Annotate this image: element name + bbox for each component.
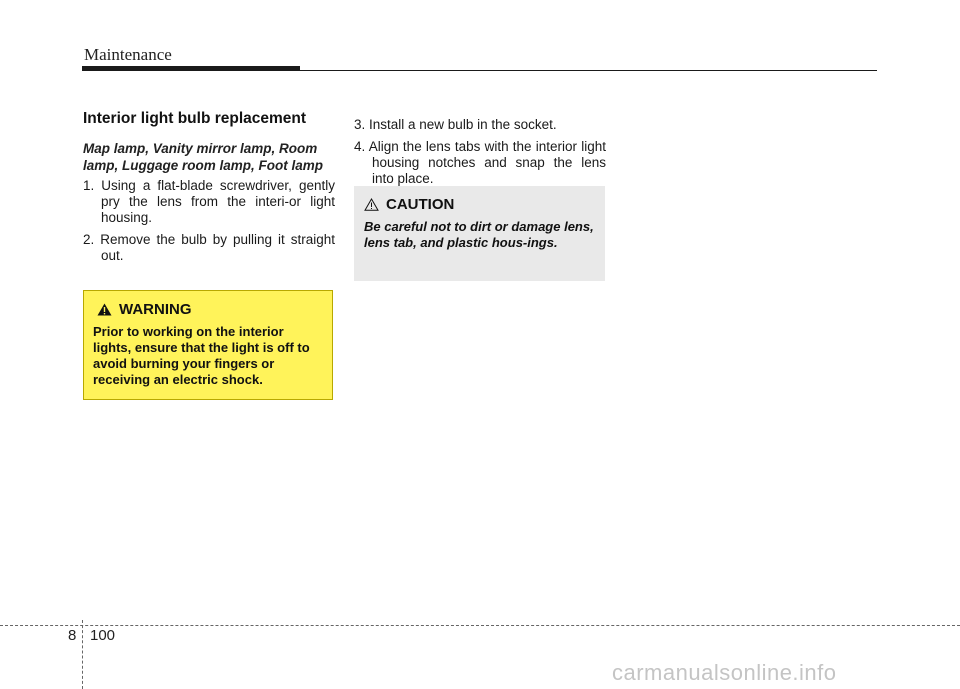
page-header-title: Maintenance — [84, 45, 172, 64]
footer-dashed-divider — [82, 620, 83, 689]
step-1: 1. Using a flat-blade screwdriver, gently pry the lens from the interi-or light housing. — [83, 178, 335, 225]
caution-title — [364, 196, 595, 213]
step-4: 4. Align the lens tabs with the interior light housing notches and snap the lens into place. — [354, 139, 606, 186]
section-heading: Interior light bulb replacement — [83, 110, 307, 127]
left-column — [83, 110, 335, 270]
warning-title — [93, 301, 323, 318]
lamp-list-subheading: Map lamp, Vanity mirror lamp, Room lamp, Luggage room lamp, Foot lamp — [83, 141, 324, 173]
watermark-text: carmanualsonline.info — [612, 660, 837, 685]
caution-body: Be careful not to dirt or damage lens, lens tab, and plastic hous-ings. — [364, 219, 594, 250]
header-rule-thin — [300, 70, 877, 71]
warning-title-text: WARNING — [119, 301, 192, 318]
right-column — [354, 117, 606, 193]
step-3: 3. Install a new bulb in the socket. — [354, 117, 557, 132]
caution-title-text: CAUTION — [386, 196, 455, 213]
warning-body: Prior to working on the interior lights, ensure that the light is off to avoid burning your fingers or receiving an electric shock. — [93, 324, 310, 387]
warning-box — [83, 290, 333, 400]
step-2: 2. Remove the bulb by pulling it straight out. — [83, 232, 335, 263]
caution-box — [354, 186, 605, 281]
footer-section-number: 8 — [68, 627, 77, 644]
warning-triangle-icon — [97, 303, 112, 316]
footer-dashed-rule — [0, 625, 960, 626]
header-rule-thick — [82, 66, 300, 71]
footer-page-number: 100 — [90, 627, 116, 644]
caution-triangle-icon — [364, 198, 379, 211]
